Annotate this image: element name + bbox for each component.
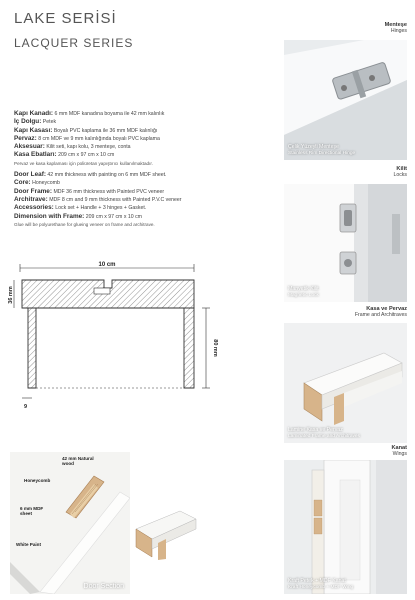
architrave-left-shape — [28, 308, 36, 388]
frame-sample-illustration — [132, 505, 202, 560]
door-wing-icon — [284, 460, 407, 594]
dimension-width-label: 10 cm — [98, 262, 116, 268]
spec-row: Core: Honeycomb — [14, 179, 60, 187]
section-header-wings: Kanat Wings — [391, 445, 407, 458]
hinge-caption-en: Stainless Rim Directional Hinge — [288, 151, 356, 157]
page-title: LAKE SERİSİ — [14, 10, 117, 27]
section-header-locks: Kilit Locks — [393, 166, 407, 179]
spec-row: Kapı Kasası: Boyalı PVC kaplama ile 36 mm MDF kalınlığı — [14, 126, 158, 134]
hinge-caption-tr: Çelik Yüzeyli Menteşe — [288, 144, 339, 151]
spec-row: Door Leaf: 42 mm thickness with painting on 6 mm MDF sheet. — [14, 171, 167, 179]
wing-caption-tr: Kraft Petek + MDF Kanat — [288, 578, 346, 585]
frame-photo — [284, 323, 407, 443]
hinge-photo — [284, 40, 407, 160]
hinge-icon — [284, 40, 407, 160]
door-section-caption: Door Section — [83, 583, 124, 590]
door-section-photo — [10, 452, 130, 594]
section-header-frame: Kasa ve Pervaz Frame and Architraves — [354, 306, 407, 319]
dimension-corner-label: 9 — [24, 404, 28, 410]
spec-note: Glue will be polyurethane for glueing veneer on frame and architrave. — [14, 221, 155, 227]
label-natural-wood: 42 mm Natural wood — [62, 456, 94, 467]
dimension-height-label: 80 mm — [212, 339, 218, 357]
label-mdf-sheet: 6 mm MDF sheet — [20, 506, 44, 517]
spec-row: Dimension with Frame: 209 cm x 97 cm x 10 cm — [14, 212, 142, 220]
wing-caption-en: Kraft Honeycomb + MDF Wing — [288, 585, 354, 591]
dimension-thickness-label: 36 mm — [8, 286, 14, 304]
gasket-groove-shape — [94, 288, 110, 294]
lock-caption-tr: Manyetik Kilit — [288, 286, 319, 293]
wing-photo — [284, 460, 407, 594]
lock-photo — [284, 184, 407, 302]
label-white-paint: White Paint — [16, 542, 42, 547]
spec-row: Kasa Ebatları: 209 cm x 97 cm x 10 cm — [14, 151, 115, 159]
lock-caption-en: Magnetic Lock — [288, 293, 319, 299]
spec-row: Architrave: MDF 8 cm and 9 mm thickness with Painted P.V.C veneer — [14, 195, 182, 203]
lock-icon — [284, 184, 407, 302]
frame-profile-icon — [284, 323, 407, 443]
frame-caption-tr: Lamine Kasa ve Pervaz — [288, 427, 343, 434]
spec-row: Pervaz: 8 cm MDF ve 9 mm kalınlığında boyalı PVC kaplama — [14, 134, 160, 142]
spec-row: İç Dolgu: Petek — [14, 118, 57, 126]
spec-row: Kapı Kanadı: 6 mm MDF kanadına boyama ile 42 mm kalınlık — [14, 110, 165, 117]
specs-block — [14, 110, 258, 228]
door-section-illustration — [10, 452, 130, 594]
frame-section-diagram — [8, 258, 233, 423]
spec-row: Aksesuar: Kilit seti, kapı kolu, 3 menteşe, conta — [14, 143, 131, 151]
label-honeycomb: Honeycomb — [24, 478, 51, 483]
page-subtitle: LACQUER SERIES — [14, 36, 134, 50]
spec-note: Pervaz ve kasa kaplaması için poliüretan yapıştırıcı kullanılmaktadır. — [14, 160, 153, 166]
spec-row: Accessories: Lock set + Handle + 3 hinges + Gasket. — [14, 204, 147, 212]
frame-caption-en: Laminated Frame and Architraves — [288, 434, 360, 440]
architrave-right-shape — [184, 308, 194, 388]
spec-row: Door Frame: MDF 36 mm thickness with Painted PVC veneer — [14, 187, 165, 195]
section-header-hinges: Menteşe Hinges — [384, 22, 407, 35]
